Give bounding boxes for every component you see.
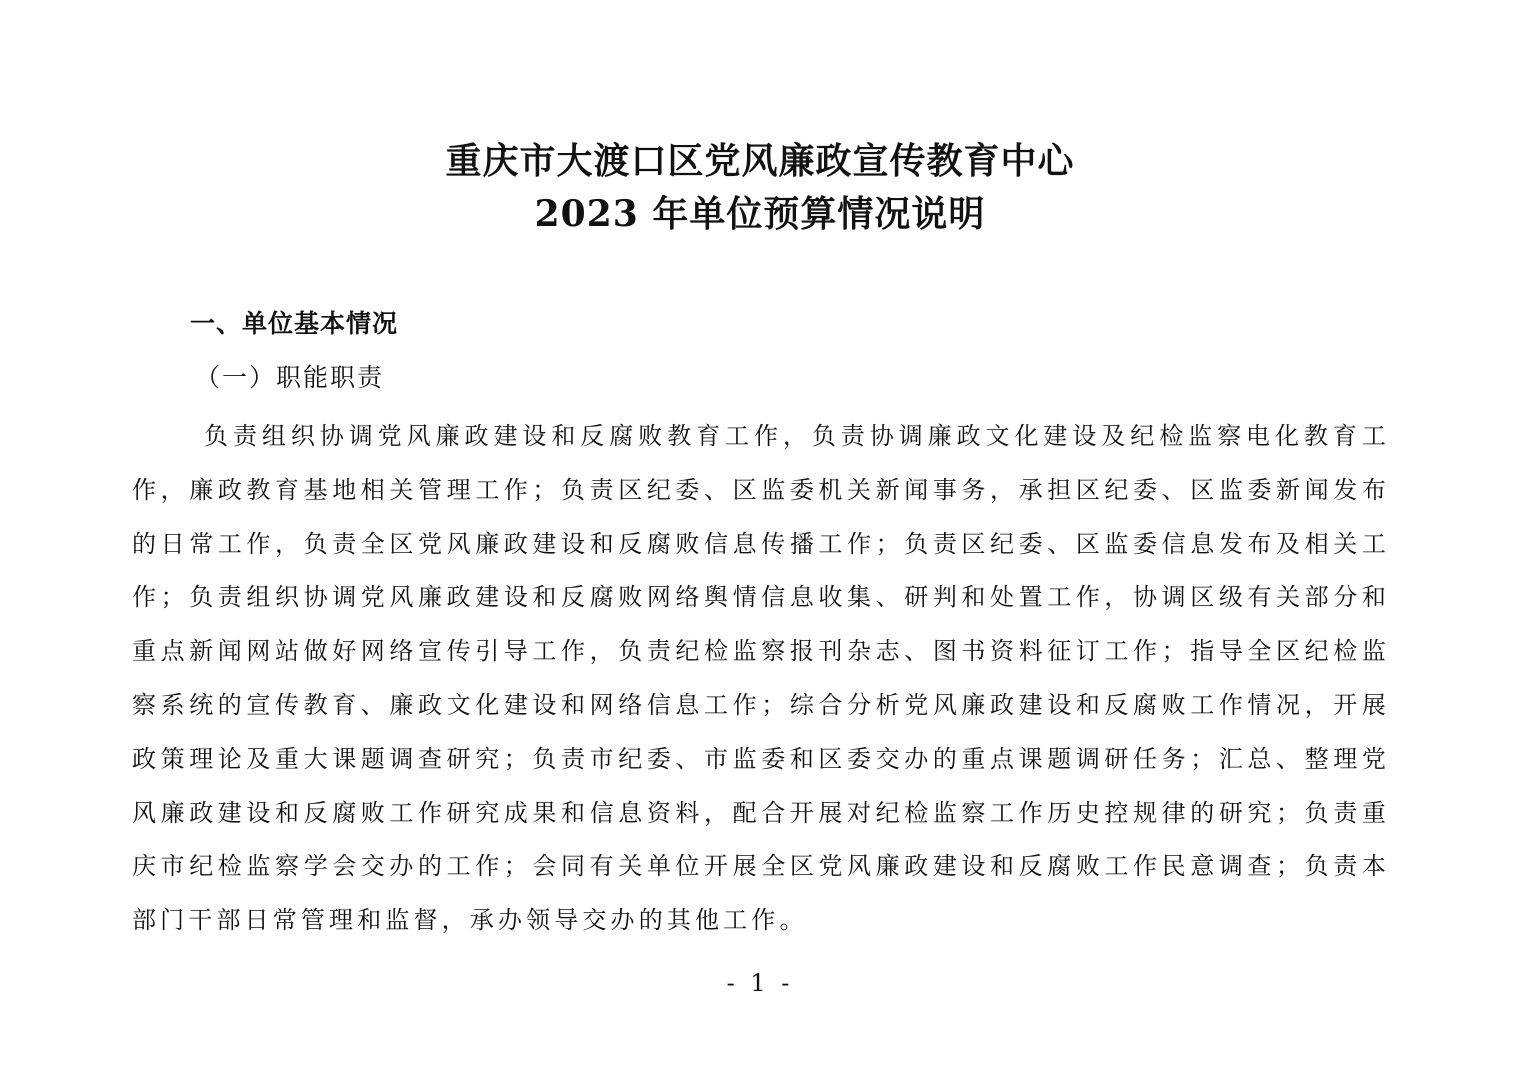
document-title-line1: 重庆市大渡口区党风廉政宣传教育中心 xyxy=(445,140,1075,182)
subsection-heading: （一）职能职责 xyxy=(195,363,385,392)
page-number: - 1 - xyxy=(726,969,794,997)
document-title-line2: 2023 年单位预算情况说明 xyxy=(534,193,986,235)
body-paragraph: 负责组织协调党风廉政建设和反腐败教育工作，负责协调廉政文化建设及纪检监察电化教育工作，廉政教育基地相关管理工作；负责区纪委、区监委机关新闻事务，承担区纪委、区监委新闻发布的日常工作，负责全区党风廉政建设和反腐败信息传播工作；负责区纪委、区监委信息发布及相关工作；负责组织协调党风廉政建设和反腐败网络舆情信息收集、研判和处置工作，协调区级有关部分和重点新闻网站做好网络宣传引导工作，负责纪检监察报刊杂志、图书资料征订工作；指导全区纪检监察系统的宣传教育、廉政文化建设和网络信息工作；综合分析党风廉政建设和反腐败工作情况，开展政策理论及重大课题调查研究；负责市纪委、市监委和区委交办的重点课题调研任务；汇总、整理党风廉政建设和反腐败工作研究成果和信息资料，配合开展对纪检监察工作历史控规律的研究；负责重庆市纪检监察学会交办的工作；会同有关单位开展全区党风廉政建设和反腐败工作民意调查；负责本部门干部日常管理和监督，承办领导交办的其他工作。 xyxy=(132,422,1390,935)
section-heading: 一、单位基本情况 xyxy=(190,309,399,338)
